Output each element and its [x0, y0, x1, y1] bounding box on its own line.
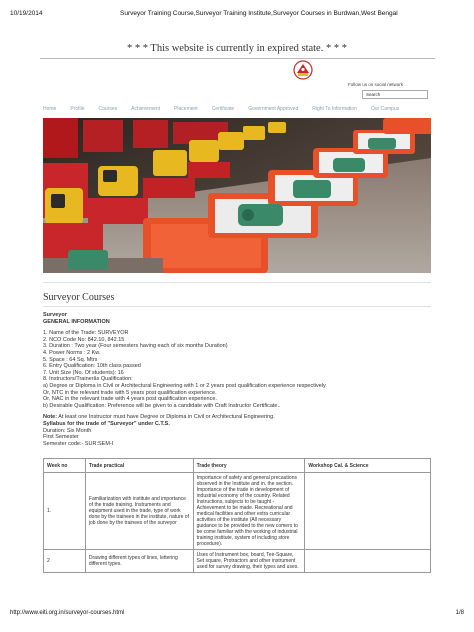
- info-line: Or, NTC in the relevant trade with 5 years post qualification experience.: [43, 389, 217, 396]
- note-label: Note:: [43, 414, 58, 421]
- info-line: 5. Space : 64 Sq. Mtrs: [43, 356, 98, 363]
- info-line: b) Desirable Qualification: Preference will be given to a candidate with Craft Instructor Certificate..: [43, 402, 281, 409]
- syllabus-code: Semester code:- SUR:SEM-I: [43, 440, 114, 447]
- surveying-instruments-photo: [43, 118, 431, 273]
- note-text: At least one Instructor must have Degree or Diploma in Civil or Architectural Engineering.: [57, 414, 275, 421]
- cell-theory: Importance of safety and general precautions observed in the Institute and in. the section. Importance of the trade in development of industrial economy of the country. Related Instructions, subjects to be taught - Achievement to be made. Recreational and medical facilities and other extra curricular activities of the institute (All necessary guidance to be provided to the new comers to be come familiar with the working of industrial training institute, system of including store procedure).: [193, 473, 305, 550]
- syllabus-heading: Syllabus for the trade of "Surveyor" under C.T.S.: [43, 420, 170, 427]
- cell-workshop: [305, 550, 431, 573]
- page-url[interactable]: http://www.eiti.org.in/surveyor-courses.html: [10, 610, 125, 616]
- cell-practical: Drawing different types of lines, lettering different types.: [85, 550, 193, 573]
- nav-certificate[interactable]: Certificate: [211, 106, 235, 112]
- cell-week: 1.: [44, 473, 86, 550]
- course-content: [43, 312, 431, 447]
- nav-courses[interactable]: Courses: [98, 106, 118, 112]
- info-line: Or, NAC in the relevant trade with 4 years post qualification experience.: [43, 396, 217, 403]
- cell-practical: Familiarization with institute and importance of the trade training. Instruments and equipment used in the trade, type of work done by the trainees in the institute, nature of job done by the trainees of the surveyor: [85, 473, 193, 550]
- trade-name: Surveyor: [43, 312, 67, 318]
- info-line: 4. Power Norms : 2 Kw.: [43, 349, 101, 356]
- info-line: 3. Duration : Two year (Four semesters having each of six months Duration): [43, 343, 228, 350]
- col-trade-practical: Trade practical: [85, 459, 193, 473]
- header-divider: [40, 58, 435, 59]
- institute-logo-icon[interactable]: [293, 60, 313, 80]
- search-input[interactable]: [362, 90, 428, 99]
- col-week-no: Week no: [44, 459, 86, 473]
- col-trade-theory: Trade theory: [193, 459, 305, 473]
- table-header-row: [44, 459, 431, 473]
- table-row: [44, 550, 431, 573]
- table-row: [44, 473, 431, 550]
- info-line: 6. Entry Qualification: 10th class passed: [43, 363, 141, 370]
- nav-our-campus[interactable]: Our Campus: [370, 106, 400, 112]
- general-info-heading: GENERAL INFORMATION: [43, 318, 110, 325]
- section-divider: [43, 282, 431, 283]
- nav-right-to-information[interactable]: Right To Information: [312, 106, 357, 112]
- expired-notice: * * * This website is currently in expired state. * * *: [127, 43, 347, 54]
- nav-profile[interactable]: Profile: [70, 106, 85, 112]
- info-line: 7. Unit Size (No. Of students): 16: [43, 369, 124, 376]
- syllabus-semester: First Semester: [43, 434, 79, 441]
- follow-social-text: Follow us on social network: [348, 82, 404, 87]
- info-line: 2. NCO Code No: 842.10, 842.15: [43, 336, 125, 343]
- info-line: 1. Name of the Trade: SURVEYOR: [43, 330, 129, 337]
- syllabus-duration: Duration: Six Month: [43, 427, 92, 434]
- info-line: a) Degree or Diploma in Civil or Architectural Engineering with 1 or 2 years post qualification experience respectively.: [43, 382, 327, 389]
- nav-home[interactable]: Home: [43, 106, 57, 112]
- note-line: [43, 414, 431, 421]
- title-divider: [43, 306, 431, 307]
- cell-week: 2: [44, 550, 86, 573]
- nav-government-approved[interactable]: Government Approved: [248, 106, 299, 112]
- info-line: 8. Instructors/Trainerâs Qualification:: [43, 376, 133, 383]
- nav-placement[interactable]: Placement: [174, 106, 198, 112]
- print-date: 10/19/2014: [10, 10, 43, 17]
- print-title: Surveyor Training Course,Surveyor Training Institute,Surveyor Courses in Burdwan,West Bengal: [120, 10, 398, 17]
- syllabus-table: [43, 458, 431, 573]
- col-workshop-science: Workshop Cal. & Science: [305, 459, 431, 473]
- cell-theory: Uses of Instrument box, board, Tee-Square, Set square, Protractors and other instrument used for survey drawing, their types and uses.: [193, 550, 305, 573]
- nav-achievement[interactable]: Achievement: [131, 106, 161, 112]
- page-title: Surveyor Courses: [43, 292, 115, 303]
- cell-workshop: [305, 473, 431, 550]
- page-number: 1/8: [455, 610, 464, 616]
- main-nav: [43, 106, 431, 116]
